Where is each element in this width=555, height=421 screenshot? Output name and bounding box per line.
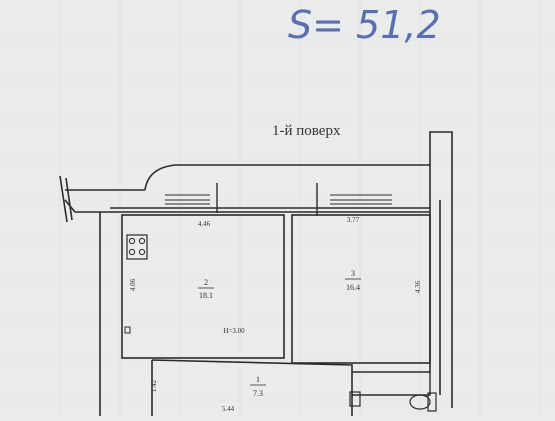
exterior-walls	[60, 132, 452, 416]
window-right	[330, 195, 392, 204]
room-1-outline	[152, 360, 352, 416]
room-2-number: 2	[204, 278, 208, 287]
room-1-number: 1	[256, 375, 260, 384]
utility-box-icon	[125, 327, 130, 333]
room-3-number: 3	[351, 269, 355, 278]
room-1-height: 1.42	[150, 379, 158, 393]
room-2-height: 4.06	[129, 278, 137, 292]
room-2-area: 18.1	[199, 291, 213, 300]
room-1-width: 5.44	[221, 405, 235, 413]
room-1-area: 7.3	[253, 389, 263, 398]
balcony-door-marks	[217, 183, 317, 216]
room-3-height: 4.36	[414, 280, 422, 294]
floor-title: 1-й поверх	[272, 123, 341, 139]
room-3-outline	[292, 215, 430, 363]
stove-icon	[127, 235, 147, 259]
room-3-width: 3.77	[346, 216, 360, 224]
room-2-width: 4.46	[197, 220, 211, 228]
room-3-area: 16.4	[346, 283, 360, 292]
window-left	[165, 195, 210, 204]
hall-niche	[352, 372, 430, 395]
room-2-outline	[122, 215, 284, 358]
ceiling-height: H=3.00	[223, 327, 245, 335]
handwritten-area-note: S= 51,2	[288, 3, 441, 47]
